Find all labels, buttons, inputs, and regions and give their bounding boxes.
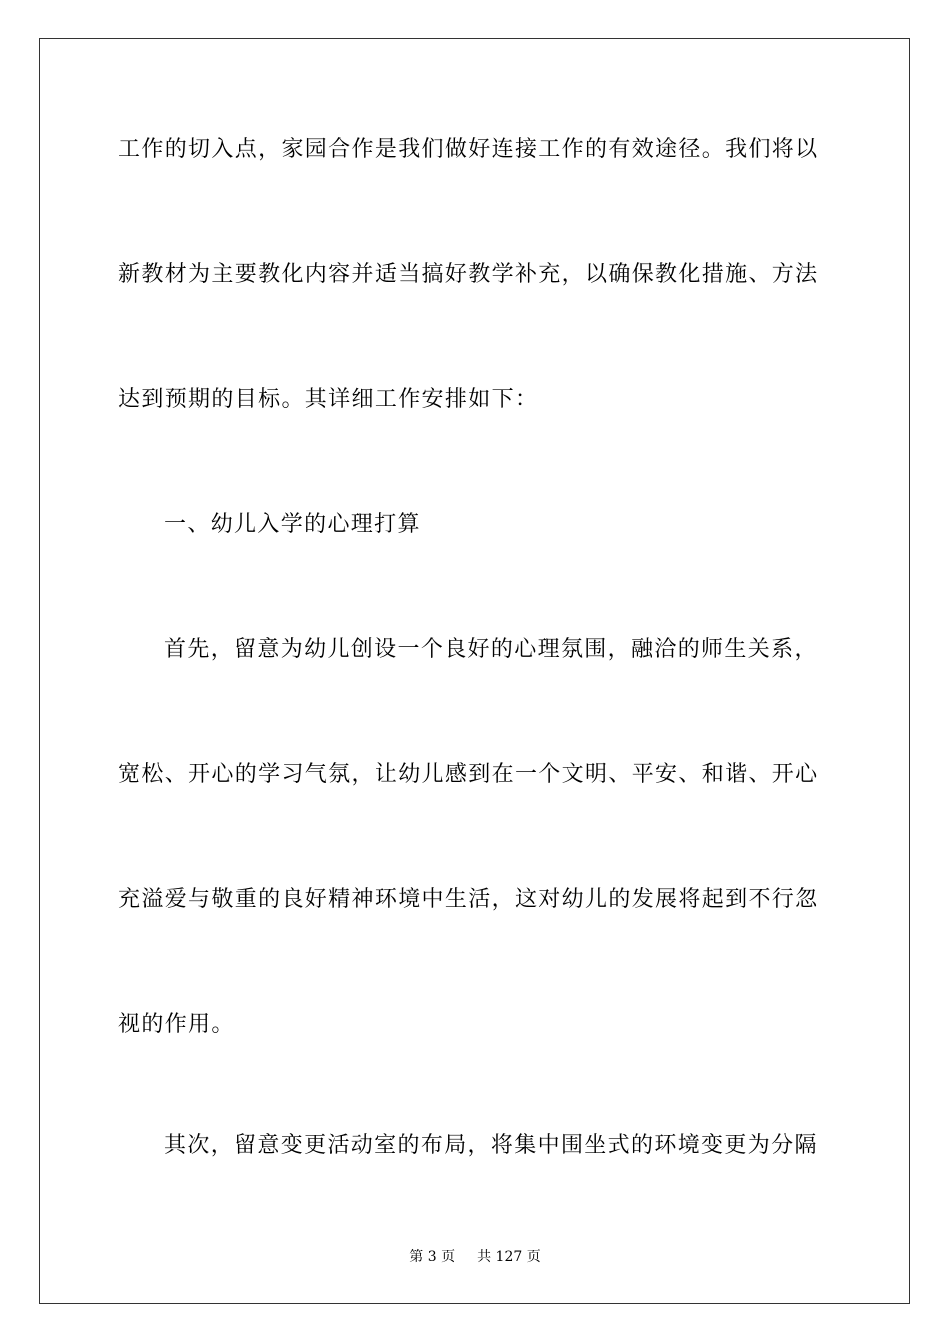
body-text-line: 达到预期的目标。其详细工作安排如下： bbox=[118, 387, 539, 412]
page-frame bbox=[39, 38, 910, 1304]
body-text-line: 宽松、开心的学习气氛，让幼儿感到在一个文明、平安、和谐、开心 bbox=[118, 762, 819, 787]
page-number: 第 3 页 bbox=[409, 1249, 456, 1265]
section-heading: 一、幼儿入学的心理打算 bbox=[164, 512, 421, 537]
body-text-line: 充溢爱与敬重的良好精神环境中生活，这对幼儿的发展将起到不行忽 bbox=[118, 887, 819, 912]
page-total: 共 127 页 bbox=[477, 1249, 541, 1265]
body-text-line: 视的作用。 bbox=[118, 1012, 235, 1037]
body-text-line: 工作的切入点，家园合作是我们做好连接工作的有效途径。我们将以 bbox=[118, 137, 819, 162]
body-text-line: 其次，留意变更活动室的布局，将集中围坐式的环境变更为分隔 bbox=[164, 1133, 818, 1158]
body-text-line: 首先，留意为幼儿创设一个良好的心理氛围，融洽的师生关系， bbox=[164, 637, 818, 662]
page-footer bbox=[0, 1248, 950, 1266]
body-text-line: 新教材为主要教化内容并适当搞好教学补充，以确保教化措施、方法 bbox=[118, 262, 819, 287]
